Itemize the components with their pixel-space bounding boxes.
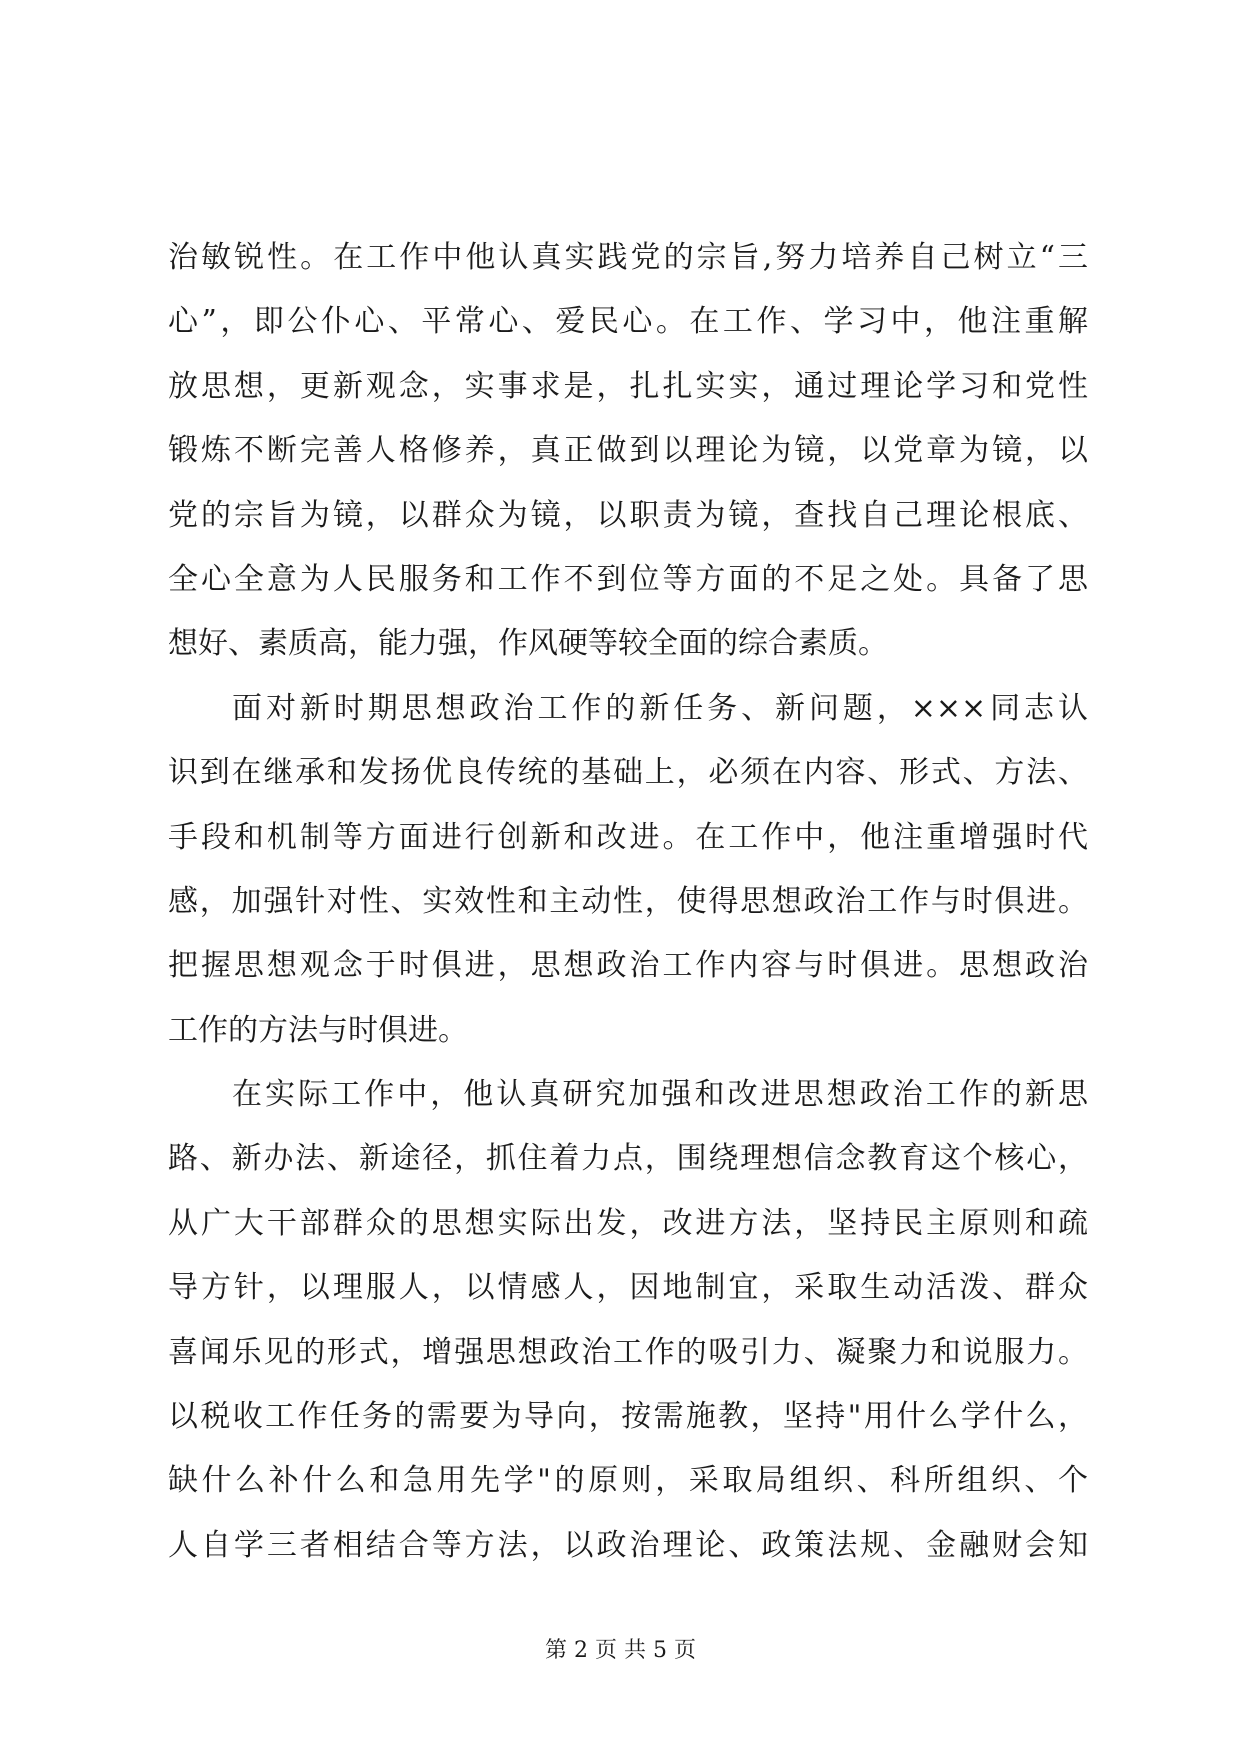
text-line-9: 识到在继承和发扬优良传统的基础上，必须在内容、形式、方法、 bbox=[168, 755, 1088, 791]
text-line-8: 面对新时期思想政治工作的新任务、新问题，×××同志认 bbox=[232, 690, 1088, 726]
text-line-21: 人自学三者相结合等方法，以政治理论、政策法规、金融财会知 bbox=[168, 1527, 1088, 1563]
text-line-20: 缺什么补什么和急用先学"的原则，采取局组织、科所组织、个 bbox=[168, 1463, 1088, 1499]
text-line-7: 想好、素质高，能力强，作风硬等较全面的综合素质。 bbox=[168, 626, 888, 662]
text-line-4: 锻炼不断完善人格修养，真正做到以理论为镜，以党章为镜，以 bbox=[168, 433, 1088, 469]
text-line-15: 路、新办法、新途径，抓住着力点，围绕理想信念教育这个核心， bbox=[168, 1141, 1088, 1177]
text-line-5: 党的宗旨为镜，以群众为镜，以职责为镜，查找自己理论根底、 bbox=[168, 497, 1088, 533]
text-line-11: 感，加强针对性、实效性和主动性，使得思想政治工作与时俱进。 bbox=[168, 883, 1088, 919]
text-line-18: 喜闻乐见的形式，增强思想政治工作的吸引力、凝聚力和说服力。 bbox=[168, 1334, 1088, 1370]
page-number-footer: 第 2 页 共 5 页 bbox=[545, 1638, 696, 1663]
text-line-10: 手段和机制等方面进行创新和改进。在工作中，他注重增强时代 bbox=[168, 819, 1088, 855]
text-line-14: 在实际工作中，他认真研究加强和改进思想政治工作的新思 bbox=[232, 1077, 1088, 1113]
text-line-3: 放思想，更新观念，实事求是，扎扎实实，通过理论学习和党性 bbox=[168, 368, 1088, 404]
text-line-12: 把握思想观念于时俱进，思想政治工作内容与时俱进。思想政治 bbox=[168, 948, 1088, 984]
text-line-13: 工作的方法与时俱进。 bbox=[168, 1012, 468, 1048]
text-line-17: 导方针，以理服人，以情感人，因地制宜，采取生动活泼、群众 bbox=[168, 1270, 1088, 1306]
text-line-6: 全心全意为人民服务和工作不到位等方面的不足之处。具备了思 bbox=[168, 561, 1088, 597]
text-line-16: 从广大干部群众的思想实际出发，改进方法，坚持民主原则和疏 bbox=[168, 1205, 1088, 1241]
text-line-19: 以税收工作任务的需要为导向，按需施教，坚持"用什么学什么， bbox=[168, 1399, 1088, 1435]
body-text bbox=[168, 226, 1088, 1578]
text-line-1: 治敏锐性。在工作中他认真实践党的宗旨,努力培养自己树立“三 bbox=[168, 240, 1088, 275]
text-line-2: 心”，即公仆心、平常心、爱民心。在工作、学习中，他注重解 bbox=[168, 304, 1088, 340]
